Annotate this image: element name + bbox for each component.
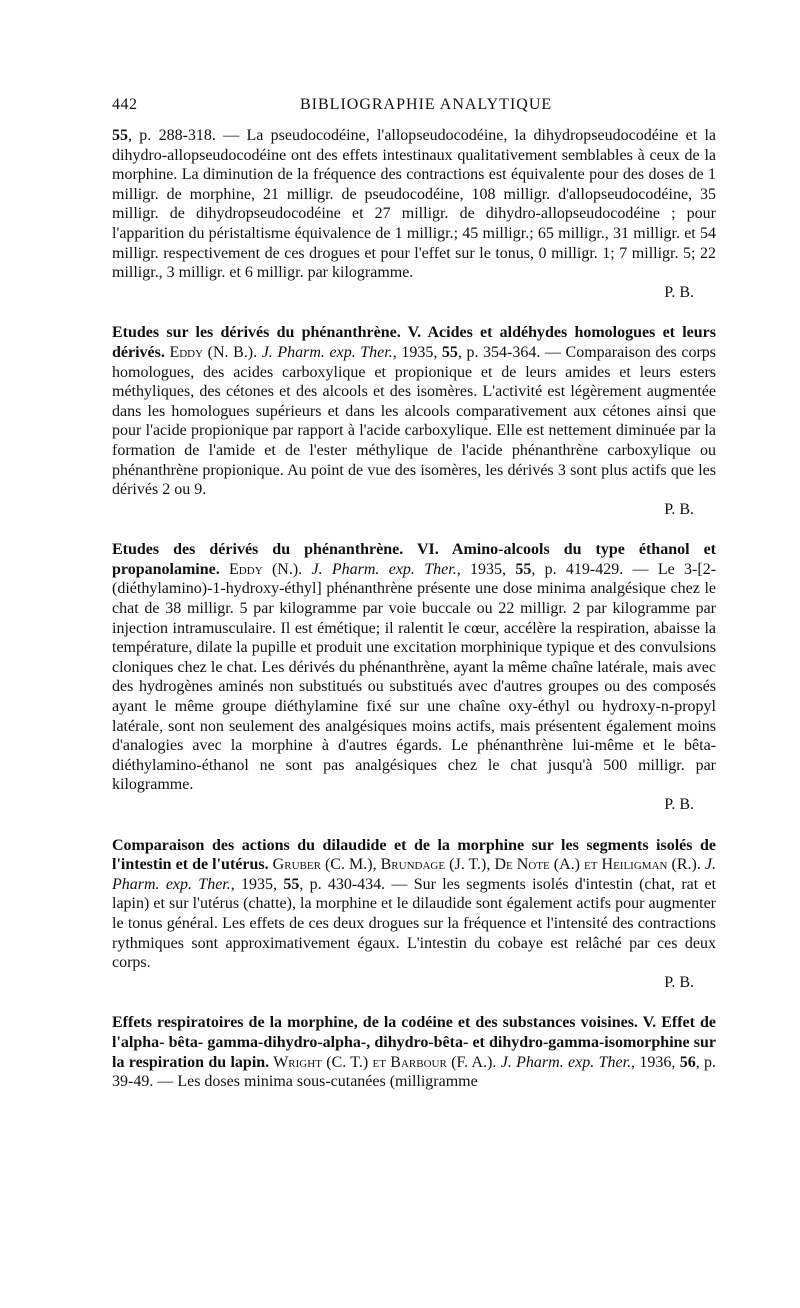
signature: P. B. (664, 500, 694, 518)
abstract-text (112, 323, 716, 499)
entry-title: Etudes sur les dérivés du phénanthrène. V. Acides et aldéhydes homologues et leurs dérivés. (112, 324, 716, 361)
entry-title: Comparaison des actions du dilaudide et de la morphine sur les segments isolés de l'intestin et de l'utérus. (112, 836, 716, 874)
abstract-body: — Les doses minima sous-cutanées (milligramme (153, 1073, 478, 1091)
pages: , p. 419-429. (531, 560, 624, 578)
page-header (112, 96, 716, 118)
journal: J. Pharm. exp. Ther. (261, 343, 393, 361)
volume: 55 (283, 875, 300, 893)
year: , 1936, (631, 1053, 680, 1071)
abstract-entry (112, 323, 716, 519)
abstract-text (112, 540, 716, 795)
signature: P. B. (664, 973, 694, 991)
abstract-text (112, 126, 716, 283)
volume: 55 (515, 560, 532, 578)
entry-title: Effets respiratoires de la morphine, de la codéine et des substances voisines. V. Effet de l'alpha- bêta- gamma-dihydro-alpha-, dihydro-bêta- et dihydro-gamma-isomorphine sur la respiration du lapin. (112, 1014, 716, 1071)
authors: Eddy (N.). (219, 560, 312, 578)
pages: , p. 39-49. (112, 1053, 717, 1091)
page-number: 442 (112, 96, 138, 113)
abstract-entry (112, 836, 716, 993)
abstract-entry (112, 1013, 716, 1091)
main-content (112, 126, 716, 1092)
abstract-entry (112, 126, 716, 302)
abstract-body: — Comparaison des corps homologues, des acides carboxylique et propionique et de leurs amides et leurs esters méthyliques, des cétones et des alcools et des isomères. L'activité est légèrement augmentée dans les homologues supérieurs et dans les alcools comparativement aux cétones ainsi que pour l'acide propionique par rapport à l'acide carboxylique. Elle est nettement diminuée par la formation de l'amide et de l'ester méthylique de l'acide phénanthrène carboxylique ou phénanthrène propionique. Au point de vue des isomères, les dérivés 3 sont plus actifs que les dérivés 2 ou 9. (112, 343, 716, 499)
abstract-body: — Le 3-[2-(diéthylamino)-1-hydroxy-éthyl] phénanthrène présente une dose minima analgésique chez le chat de 38 milligr. 5 par kilogramme par voie buccale ou 22 milligr. 2 par kilogramme par injection intramusculaire. Il est émétique; il ralentit le cœur, accélère la respiration, abaisse la température, dilate la pupille et produit une excitation morphinique typique et des convulsions cloniques chez le chat. Les dérivés du phénanthrène, ayant la même chaîne latérale, mais avec des hydrogènes aminés non substitués ou substitués avec d'autres groupes ou des composés ayant le même groupe diéthylamine fixé sur une chaîne oxy-éthyl ou hydroxy-n-propyl latérale, sont non seulement des analgésiques moins actifs, mais présentent également moins d'analogies avec la morphine à d'autres égards. Le phénanthrène lui-même et le bêta-diéthylamino-éthanol ne sont pas analgésiques chez le chat jusqu'à 500 milligr. par kilogramme. (112, 560, 717, 794)
abstract-body: — Sur les segments isolés d'intestin (chat, rat et lapin) et sur l'utérus (chatte), la morphine et le dilaudide sont également actifs pour augmenter le tonus général. Les effets de ces deux drogues sur la fréquence et l'intensité des contractions rythmiques sont approximativement égaux. L'intestin du cobaye est relâché par ces deux corps. (112, 875, 717, 972)
pages: , p. 430-434. (299, 875, 386, 893)
journal: J. Pharm. exp. Ther. (500, 1053, 632, 1071)
authors: Wright (C. T.) et Barbour (F. A.). (269, 1053, 501, 1071)
abstract-text (112, 1013, 716, 1091)
abstract-entry (112, 540, 716, 814)
volume: 55 (441, 343, 458, 361)
journal: J. Pharm. exp. Ther. (112, 856, 717, 893)
year: , 1935, (230, 875, 284, 893)
abstract-body: — La pseudocodéine, l'allopseudocodéine, la dihydropseudocodéine et la dihydro-allopseudocodéine ont des effets intestinaux qualitativement semblables à ceux de la morphine. La diminution de la fréquence des contractions est équivalente pour des doses de 1 milligr. de morphine, 21 milligr. de pseudocodéine, 108 milligr. d'allopseudocodéine, 35 milligr. de dihydropseudocodéine et 27 milligr. de dihydro-allopseudocodéine ; pour l'apparition du péristaltisme équivalence de 1 milligr.; 45 milligr.; 65 milligr., 31 milligr. et 54 milligr. respectivement de ces drogues et pour l'effet sur le tonus, 0 milligr. 1; 7 milligr. 5; 22 milligr., 3 milligr. et 6 milligr. par kilogramme. (112, 127, 717, 282)
abstract-text (112, 836, 716, 973)
authors: Gruber (C. M.), Brundage (J. T.), De Note (A.) et Heiligman (R.). (268, 856, 705, 874)
pages: , p. 288-318. (128, 127, 216, 144)
entry-title: Etudes des dérivés du phénanthrène. VI. Amino-alcools du type éthanol et propanolamine. (112, 541, 716, 578)
signature: P. B. (664, 796, 694, 813)
year: , 1935, (392, 343, 442, 361)
pages: , p. 354-364. (457, 343, 541, 361)
journal: J. Pharm. exp. Ther. (311, 560, 457, 578)
authors: Eddy (N. B.). (164, 343, 262, 361)
volume: 56 (679, 1053, 696, 1071)
volume: 55 (112, 127, 128, 144)
signature: P. B. (664, 283, 694, 301)
running-title: BIBLIOGRAPHIE ANALYTIQUE (300, 96, 553, 113)
year: , 1935, (456, 560, 516, 578)
